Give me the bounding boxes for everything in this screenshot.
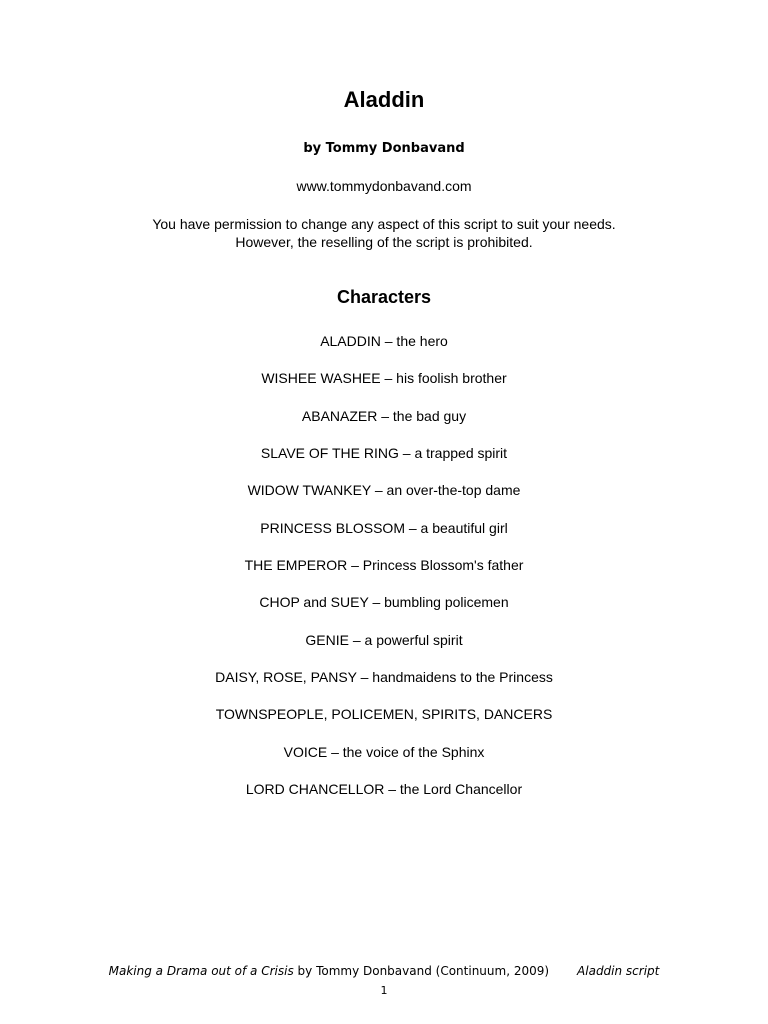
character-item: ABANAZER – the bad guy: [301, 407, 467, 424]
character-item: GENIE – a powerful spirit: [305, 631, 463, 648]
character-item: WIDOW TWANKEY – an over-the-top dame: [247, 482, 521, 499]
permission-line: You have permission to change any aspect of this script to suit your needs.: [152, 216, 616, 232]
character-item: SLAVE OF THE RING – a trapped spirit: [260, 444, 508, 461]
document-title: Aladdin: [343, 87, 425, 112]
character-item: THE EMPEROR – Princess Blossom's father: [244, 556, 524, 573]
page-footer: [0, 964, 768, 978]
permission-line: However, the reselling of the script is prohibited.: [235, 234, 533, 250]
character-item: PRINCESS BLOSSOM – a beautiful girl: [260, 519, 508, 536]
character-item: DAISY, ROSE, PANSY – handmaidens to the Princess: [215, 668, 553, 685]
character-item: LORD CHANCELLOR – the Lord Chancellor: [245, 780, 523, 797]
permission-notice: [0, 215, 768, 251]
character-list: [0, 331, 768, 816]
character-item: TOWNSPEOPLE, POLICEMEN, SPIRITS, DANCERS: [215, 706, 553, 723]
footer-book-credit: by Tommy Donbavand (Continuum, 2009): [293, 964, 550, 978]
character-item: ALADDIN – the hero: [320, 333, 448, 349]
page-number: 1: [380, 984, 388, 997]
character-item: CHOP and SUEY – bumbling policemen: [259, 594, 509, 611]
character-item: WISHEE WASHEE – his foolish brother: [261, 370, 507, 387]
author-line: by Tommy Donbavand: [303, 141, 465, 156]
website-url: www.tommydonbavand.com: [296, 178, 472, 194]
characters-heading: Characters: [336, 287, 432, 307]
character-item: VOICE – the voice of the Sphinx: [283, 743, 485, 760]
footer-script-label: Aladdin script: [577, 964, 660, 978]
footer-book-title: Making a Drama out of a Crisis: [108, 964, 294, 978]
